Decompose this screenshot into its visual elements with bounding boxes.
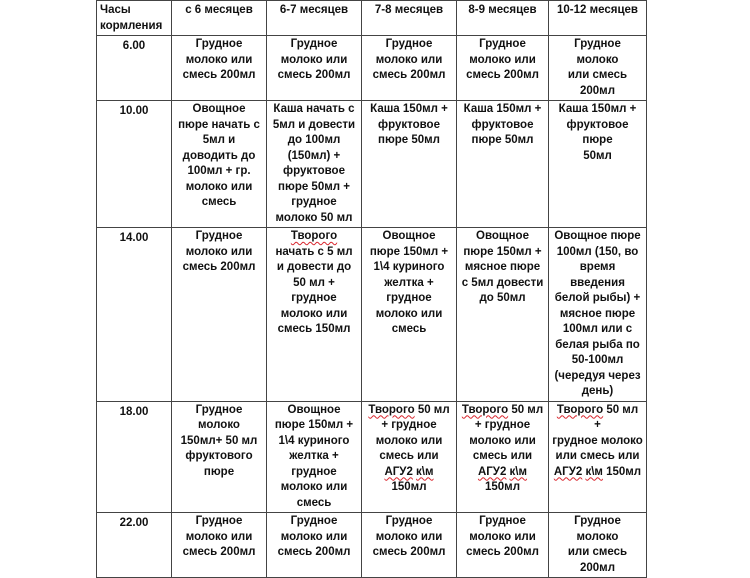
table-cell: Овощное пюре начать с 5мл и доводить до 100мл + гр. молоко или смесь <box>172 101 267 228</box>
table-cell: Каша 150мл + фруктовое пюре 50мл <box>457 101 549 228</box>
table-row <box>97 228 647 402</box>
table-row <box>97 101 647 228</box>
feeding-schedule-table <box>96 0 647 578</box>
spellcheck-flagged-word: к\м <box>509 465 528 478</box>
feeding-schedule <box>96 0 647 578</box>
spellcheck-flagged-word: Творого <box>556 403 604 416</box>
table-cell: Овощное пюре 100мл (150, во время введения белой рыбы) + мясное пюре 100мл или с белая рыба по 50-100мл (чередуя через день) <box>549 228 647 402</box>
table-cell: Грудное молоко или смесь 200мл <box>362 513 457 578</box>
table-cell: Творого 50 мл + грудное молоко или смесь или АГУ2 к\м 150мл <box>549 401 647 513</box>
feeding-time: 18.00 <box>97 401 172 513</box>
header-6-7-months: 6-7 месяцев <box>267 1 362 36</box>
table-cell: Грудное молоко или смесь 200мл <box>267 36 362 101</box>
spellcheck-flagged-word: к\м <box>416 465 434 478</box>
feeding-time: 14.00 <box>97 228 172 402</box>
spellcheck-flagged-word: АГУ2 <box>477 465 507 478</box>
table-cell: Каша 150мл + фруктовое пюре 50мл <box>362 101 457 228</box>
table-cell: Грудное молоко или смесь 200мл <box>172 36 267 101</box>
table-cell: Грудное молоко или смесь 200мл <box>267 513 362 578</box>
table-cell: Творого начать с 5 мл и довести до 50 мл + грудное молоко или смесь 150мл <box>267 228 362 402</box>
header-10-12-months: 10-12 месяцев <box>549 1 647 36</box>
table-cell: Грудное молоко или смесь 200мл <box>172 513 267 578</box>
feeding-time: 6.00 <box>97 36 172 101</box>
table-row <box>97 36 647 101</box>
spellcheck-flagged-word: АГУ2 <box>553 465 583 478</box>
table-cell: Овощное пюре 150мл + 1\4 куриного желтка + грудное молоко или смесь <box>362 228 457 402</box>
feeding-time: 10.00 <box>97 101 172 228</box>
table-cell: Овощное пюре 150мл + 1\4 куриного желтка + грудное молоко или смесь <box>267 401 362 513</box>
table-cell: Грудное молоко или смесь 200мл <box>549 513 647 578</box>
header-feeding-hours: Часы кормления <box>97 1 172 36</box>
header-8-9-months: 8-9 месяцев <box>457 1 549 36</box>
table-cell: Грудное молоко или смесь 200мл <box>457 36 549 101</box>
spellcheck-flagged-word: АГУ2 <box>384 465 413 478</box>
table-cell: Творого 50 мл + грудное молоко или смесь или АГУ2 к\м 150мл <box>457 401 549 513</box>
table-cell: Каша начать с 5мл и довести до 100мл (150мл) + фруктовое пюре 50мл + грудное молоко 50 мл <box>267 101 362 228</box>
table-row <box>97 513 647 578</box>
table-cell: Грудное молоко или смесь 200мл <box>549 36 647 101</box>
table-row <box>97 401 647 513</box>
feeding-time: 22.00 <box>97 513 172 578</box>
table-cell: Грудное молоко или смесь 200мл <box>362 36 457 101</box>
table-cell: Грудное молоко 150мл+ 50 мл фруктового пюре <box>172 401 267 513</box>
table-cell: Овощное пюре 150мл + мясное пюре с 5мл довести до 50мл <box>457 228 549 402</box>
header-row <box>97 1 647 36</box>
table-cell: Грудное молоко или смесь 200мл <box>172 228 267 402</box>
spellcheck-flagged-word: Творого <box>461 403 509 416</box>
table-cell: Каша 150мл + фруктовое пюре 50мл <box>549 101 647 228</box>
header-7-8-months: 7-8 месяцев <box>362 1 457 36</box>
table-cell: Творого 50 мл + грудное молоко или смесь или АГУ2 к\м 150мл <box>362 401 457 513</box>
header-from-6-months: с 6 месяцев <box>172 1 267 36</box>
spellcheck-flagged-word: Творого <box>290 230 338 242</box>
spellcheck-flagged-word: Творого <box>368 403 415 416</box>
table-cell: Грудное молоко или смесь 200мл <box>457 513 549 578</box>
spellcheck-flagged-word: к\м <box>585 465 603 478</box>
